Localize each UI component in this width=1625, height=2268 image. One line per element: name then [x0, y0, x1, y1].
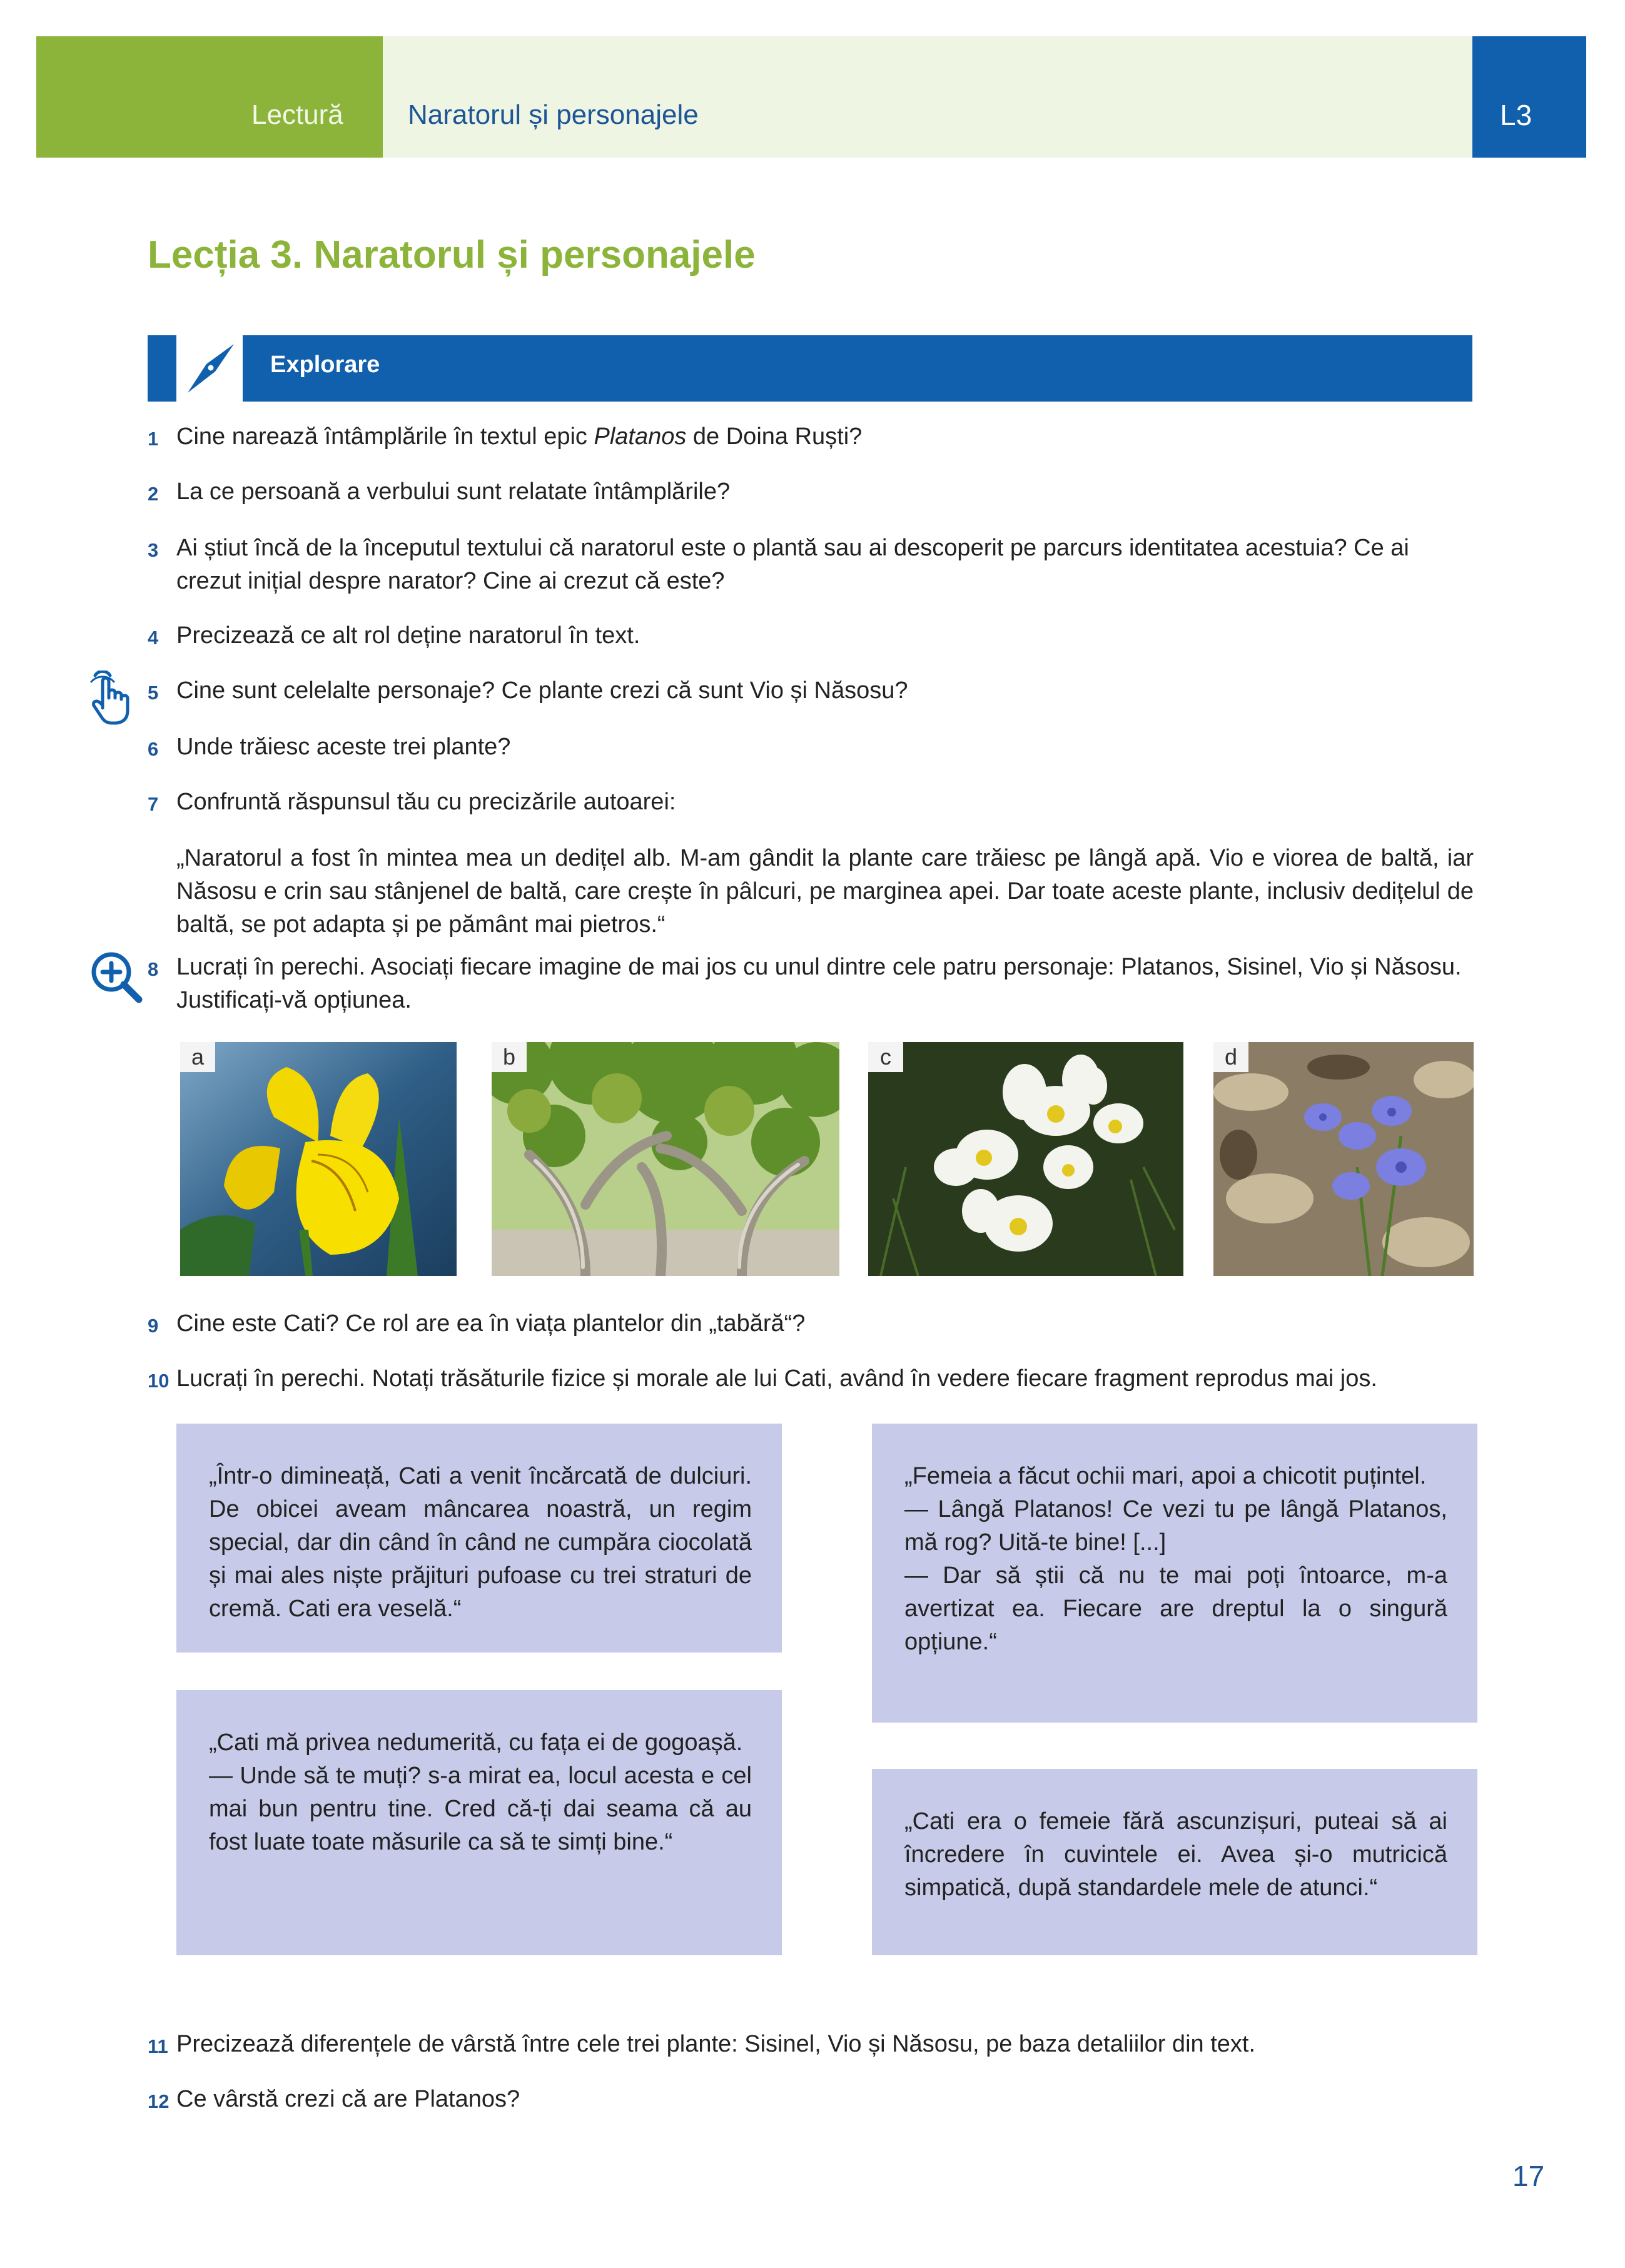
question-number: 7: [148, 793, 159, 815]
question-text: Lucrați în perechi. Asociați fiecare imagine de mai jos cu unul dintre cele patru personaje: Platanos, Sisinel, Vio și Năsosu. Justificați-vă opțiunea.: [176, 954, 1462, 1013]
question-text: Cine sunt celelalte personaje? Ce plante crezi că sunt Vio și Năsosu?: [176, 677, 908, 704]
question-number: 9: [148, 1315, 159, 1337]
image-letter: c: [868, 1042, 903, 1072]
fragment-box: [176, 1690, 782, 1955]
fragment-box: [872, 1769, 1477, 1955]
question-number: 3: [148, 539, 159, 561]
book-title: Platanos: [594, 423, 687, 450]
fragment-box: [872, 1424, 1477, 1723]
image-letter: a: [180, 1042, 215, 1072]
question-text: Precizează ce alt rol deține naratorul în text.: [176, 622, 640, 649]
photo-d-blue-squill: [1213, 1042, 1474, 1276]
question-text: Confruntă răspunsul tău cu precizările autoarei:: [176, 789, 676, 815]
image-letter: b: [492, 1042, 527, 1072]
pointer-hand-icon: [89, 671, 136, 727]
question-text: Cine narează întâmplările în textul epic Platanos de Doina Ruști?: [176, 423, 863, 450]
header-topic-band: [383, 36, 1472, 158]
photo-b-plane-tree: [492, 1042, 839, 1276]
fragment-text: „Cati era o femeie fără ascunzișuri, puteai să ai încredere în cuvintele ei. Avea și-o mutricică simpatică, după standardele mele de atunci.“: [904, 1808, 1447, 1901]
header-section-band: [36, 36, 383, 158]
question-number: 11: [148, 2035, 168, 2057]
compass-icon: [183, 340, 239, 397]
page-number: 17: [1512, 2160, 1545, 2192]
photo-c-white-pasqueflower: [868, 1042, 1183, 1276]
header-code-band: [1472, 36, 1586, 158]
question-text: La ce persoană a verbului sunt relatate întâmplările?: [176, 478, 731, 505]
question-text: Ai știut încă de la începutul textului că naratorul este o plantă sau ai descoperit pe parcurs identitatea acestuia? Ce ai crezut inițial despre narator? Cine ai crezut că este?: [176, 535, 1409, 594]
fragment-text: „Femeia a făcut ochii mari, apoi a chicotit puțintel. — Lângă Platanos! Ce vezi tu pe lângă Platanos, mă rog? Uită-te bine! [...] — Dar să știi că nu te mai poți întoarce, m-a avertizat ea. Fiecare are dreptul la o singură opțiune.“: [904, 1463, 1447, 1655]
question-text: Ce vârstă crezi că are Platanos?: [176, 2086, 520, 2112]
question-text: Cine este Cati? Ce rol are ea în viața plantelor din „tabără“?: [176, 1310, 806, 1337]
question-text: Precizează diferențele de vârstă între cele trei plante: Sisinel, Vio și Năsosu, pe baza detaliilor din text.: [176, 2031, 1256, 2057]
header-topic: Naratorul și personajele: [408, 99, 699, 130]
header-lesson-code: L3: [1500, 99, 1532, 131]
fragment-text: „Într-o dimineață, Cati a venit încărcată de dulciuri. De obicei aveam mâncarea noastră, un regim special, dar din când în când ne cumpăra ciocolată și mai ales niște prăjituri pufoase cu trei straturi de cremă. Cati era veselă.“: [209, 1463, 752, 1622]
question-number: 12: [148, 2090, 170, 2112]
question-number: 10: [148, 1370, 170, 1392]
header-section: Lectură: [251, 99, 343, 130]
question-text: Lucrați în perechi. Notați trăsăturile fizice și morale ale lui Cati, având în vedere fiecare fragment reprodus mai jos.: [176, 1365, 1377, 1392]
question-number: 5: [148, 682, 159, 704]
explorare-bar: [243, 335, 1472, 402]
zoom-in-icon: [89, 949, 143, 1003]
explorare-marker: [148, 335, 176, 402]
fragment-box: [176, 1424, 782, 1653]
question-number: 2: [148, 483, 159, 505]
image-letter: d: [1213, 1042, 1248, 1072]
question-text: Unde trăiesc aceste trei plante?: [176, 734, 511, 760]
question-number: 4: [148, 627, 159, 649]
author-quote: „Naratorul a fost în mintea mea un dedițel alb. M-am gândit la plante care trăiesc pe lângă apă. Vio e viorea de baltă, iar Năsosu e crin sau stânjenel de baltă, care crește în pâlcuri, pe marginea apei. Dar toate aceste plante, inclusiv dedițelul de baltă, se pot adapta și pe pământ mai pietros.“: [176, 845, 1474, 938]
question-number: 1: [148, 428, 159, 450]
question-number: 6: [148, 738, 159, 760]
photo-a-yellow-iris: [180, 1042, 457, 1276]
question-number: 8: [148, 958, 159, 980]
lesson-title: Lecția 3. Naratorul și personajele: [148, 233, 756, 276]
fragment-text: „Cati mă privea nedumerită, cu fața ei de gogoașă. — Unde să te muți? s-a mirat ea, locul acesta e cel mai bun pentru tine. Cred că-ți dai seama că au fost luate toate măsurile ca să te simți bine.“: [209, 1729, 752, 1855]
explorare-label: Explorare: [270, 352, 380, 378]
